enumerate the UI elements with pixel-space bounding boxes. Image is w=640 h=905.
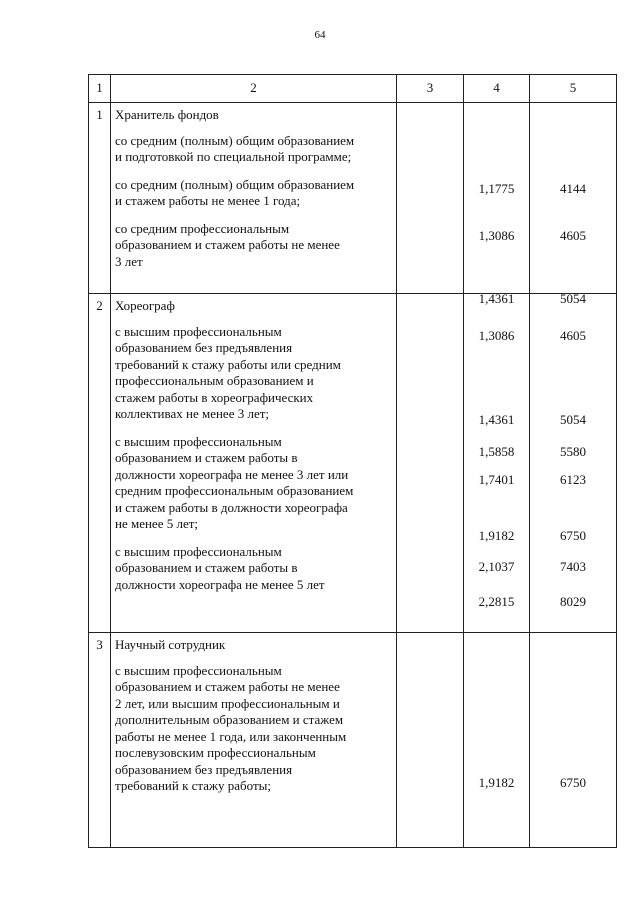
position-title: Хореограф [115, 298, 175, 313]
coefficient-value: 2,2815 [478, 594, 515, 609]
requirement-line: и стажем работы не менее 1 года; [115, 193, 301, 208]
position-title: Хранитель фондов [115, 107, 219, 122]
row-number: 2 [89, 294, 111, 633]
salary-value: 8029 [560, 594, 586, 609]
requirement-line: образованием без предъявления [115, 761, 293, 777]
requirement-line: образованием без предъявления [115, 340, 293, 355]
salary-value: 5580 [560, 444, 586, 459]
salary-value: 5054 [560, 412, 586, 427]
salary-value: 6123 [560, 472, 586, 487]
salary-value: 4144 [560, 181, 586, 196]
empty-cell [397, 633, 464, 848]
salary-value: 6750 [560, 775, 586, 790]
requirement-line: с высшим профессиональным [115, 662, 282, 678]
coefficient-value: 1,5858 [478, 444, 515, 459]
table-row [89, 633, 617, 848]
coefficient-value: 1,9182 [478, 528, 515, 543]
requirement-item [115, 324, 392, 423]
requirement-line: средним профессиональным образованием [115, 483, 354, 498]
salary-table [88, 74, 617, 848]
table-header-row [89, 75, 617, 103]
requirement-line: должности хореографа не менее 5 лет [115, 576, 325, 592]
requirement-line: и стажем работы в должности хореографа [115, 499, 348, 515]
requirement-line: работы не менее 1 года, или законченным [115, 728, 347, 744]
salary-value: 4605 [560, 228, 586, 243]
coefficient-cell [464, 633, 530, 848]
coefficient-value: 2,1037 [478, 559, 515, 574]
requirement-line: 3 лет [115, 253, 143, 269]
position-description [111, 294, 397, 633]
header-cell-4: 4 [464, 75, 530, 103]
requirement-item [115, 544, 392, 594]
requirement-line: требований к стажу работы; [115, 778, 271, 793]
requirement-line: образованием и стажем работы не менее [115, 679, 340, 694]
position-description [111, 103, 397, 294]
salary-value: 7403 [560, 559, 586, 574]
requirement-line: должности хореографа не менее 3 лет или [115, 466, 349, 482]
header-cell-3: 3 [397, 75, 464, 103]
requirement-item [115, 221, 392, 271]
coefficient-value: 1,3086 [478, 328, 515, 343]
empty-cell [397, 294, 464, 633]
header-cell-1: 1 [89, 75, 111, 103]
salary-value: 4605 [560, 328, 586, 343]
requirement-line: образованием и стажем работы не менее [115, 237, 340, 252]
row-number: 1 [89, 103, 111, 294]
salary-value: 5054 [560, 291, 586, 306]
coefficient-value: 1,7401 [478, 472, 515, 487]
salary-cell [530, 633, 617, 848]
coefficient-value: 1,9182 [478, 775, 515, 790]
requirement-line: требований к стажу работы или средним [115, 356, 341, 372]
requirement-item [115, 663, 392, 795]
salary-cell [530, 103, 617, 306]
requirement-line: со средним (полным) общим образованием [115, 176, 355, 192]
requirement-line: дополнительным образованием и стажем [115, 712, 344, 727]
salary-value: 6750 [560, 528, 586, 543]
table-row [89, 103, 617, 294]
coefficient-value: 1,3086 [478, 228, 515, 243]
coefficient-value: 1,1775 [478, 181, 515, 196]
requirement-line: со средним профессиональным [115, 220, 290, 236]
empty-cell [397, 103, 464, 294]
coefficient-cell [464, 294, 530, 633]
header-cell-2: 2 [111, 75, 397, 103]
requirement-line: стажем работы в хореографических [115, 389, 314, 405]
requirement-line: и подготовкой по специальной программе; [115, 149, 352, 164]
requirement-line: не менее 5 лет; [115, 516, 199, 531]
requirement-line: образованием и стажем работы в [115, 560, 298, 575]
requirement-line: с высшим профессиональным [115, 433, 282, 449]
row-number: 3 [89, 633, 111, 848]
requirement-item [115, 177, 392, 210]
requirement-line: 2 лет, или высшим профессиональным и [115, 695, 340, 711]
requirement-line: послевузовским профессиональным [115, 745, 316, 760]
requirement-line: со средним (полным) общим образованием [115, 132, 355, 148]
requirement-line: профессиональным образованием и [115, 373, 314, 388]
position-description [111, 633, 397, 848]
coefficient-value: 1,4361 [478, 291, 515, 306]
table-row [89, 294, 617, 633]
requirement-line: с высшим профессиональным [115, 323, 282, 339]
salary-cell [530, 294, 617, 633]
requirement-item [115, 434, 392, 533]
requirement-line: коллективах не менее 3 лет; [115, 406, 270, 421]
coefficient-cell [464, 103, 530, 306]
position-title: Научный сотрудник [115, 637, 226, 652]
coefficient-value: 1,4361 [478, 412, 515, 427]
requirement-item [115, 133, 392, 166]
header-cell-5: 5 [530, 75, 617, 103]
requirement-line: с высшим профессиональным [115, 543, 282, 559]
requirement-line: образованием и стажем работы в [115, 450, 298, 465]
page-number: 64 [314, 29, 326, 41]
